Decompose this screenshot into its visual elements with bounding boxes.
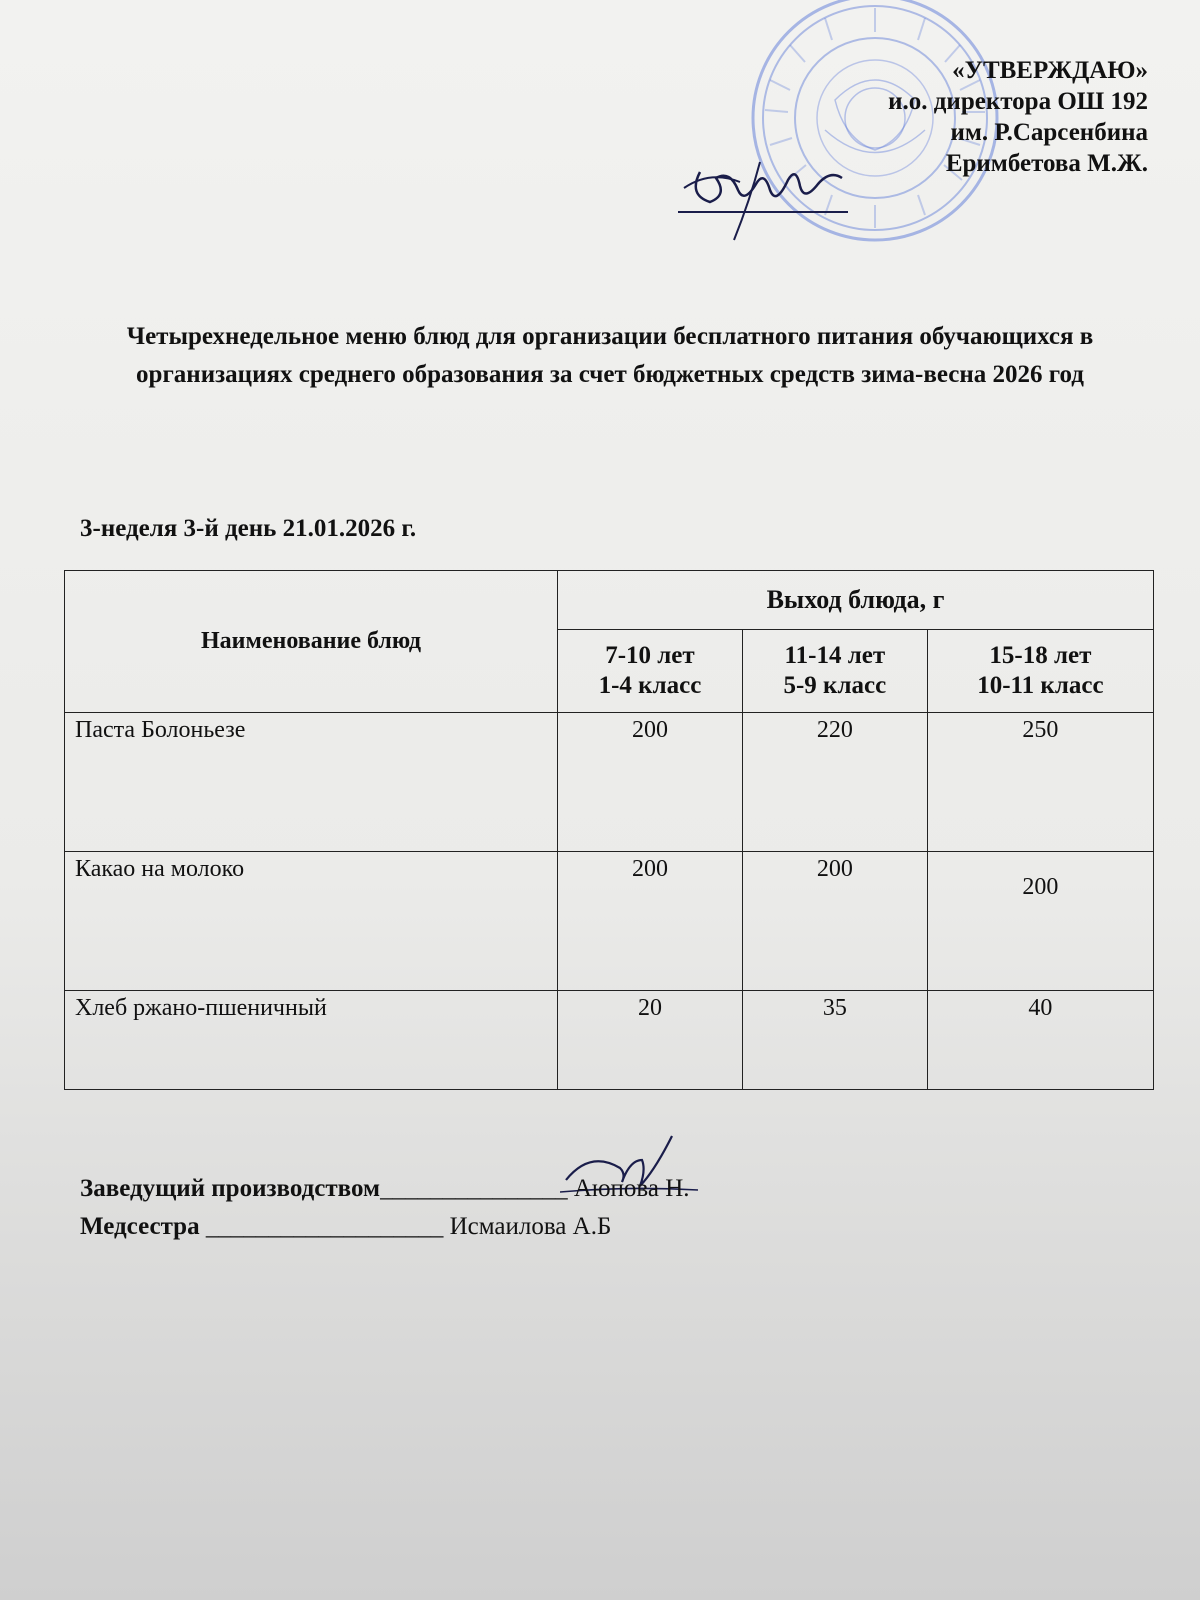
dish-name: Какао на молоко [65,852,558,991]
nurse-sign-line: ___________________ [205,1213,444,1240]
portion-value: 35 [742,991,927,1090]
table-row [65,852,1154,991]
chief-sign-line: _______________ [380,1175,568,1202]
column-header-dish-name: Наименование блюд [65,571,558,713]
menu-table [64,570,1154,1090]
portion-value: 200 [927,852,1153,991]
age-range: 7-10 лет [605,642,695,669]
approval-name: Еримбетова М.Ж. [945,150,1148,177]
portion-value: 200 [558,713,743,852]
week-day-date: 3-неделя 3-й день 21.01.2026 г. [80,515,417,542]
grade-range: 5-9 класс [783,672,887,699]
table-header-row [65,571,1154,630]
table-row [65,713,1154,852]
signature-line-nurse [80,1208,690,1246]
signatures-block [80,1170,690,1246]
portion-value: 220 [742,713,927,852]
portion-value: 20 [558,991,743,1090]
portion-value: 200 [558,852,743,991]
age-group-header [558,630,743,713]
grade-range: 1-4 класс [598,672,702,699]
approval-position: и.о. директора ОШ 192 [888,88,1148,115]
dish-name: Хлеб ржано-пшеничный [65,991,558,1090]
chief-role: Заведущий производством [80,1175,381,1202]
column-header-output: Выход блюда, г [558,571,1154,630]
dish-name: Паста Болоньезе [65,713,558,852]
approval-heading: «УТВЕРЖДАЮ» [952,57,1148,84]
signature-line-chief [80,1170,690,1208]
age-range: 11-14 лет [784,642,886,669]
portion-value: 200 [742,852,927,991]
approval-block [888,55,1148,179]
director-signature [670,140,860,250]
approval-school: им. Р.Сарсенбина [950,119,1148,146]
age-range: 15-18 лет [989,642,1092,669]
portion-value: 40 [927,991,1153,1090]
document-title: Четырехнедельное меню блюд для организации бесплатного питания обучающихся в организациях среднего образования за счет бюджетных средств зима-весна 2026 год [126,323,1094,388]
chief-name: Аюпова Н. [573,1175,690,1202]
table-row [65,991,1154,1090]
portion-value: 250 [927,713,1153,852]
age-group-header [742,630,927,713]
nurse-role: Медсестра [80,1213,200,1240]
age-group-header [927,630,1153,713]
grade-range: 10-11 класс [977,672,1104,699]
nurse-name: Исмаилова А.Б [449,1213,612,1240]
